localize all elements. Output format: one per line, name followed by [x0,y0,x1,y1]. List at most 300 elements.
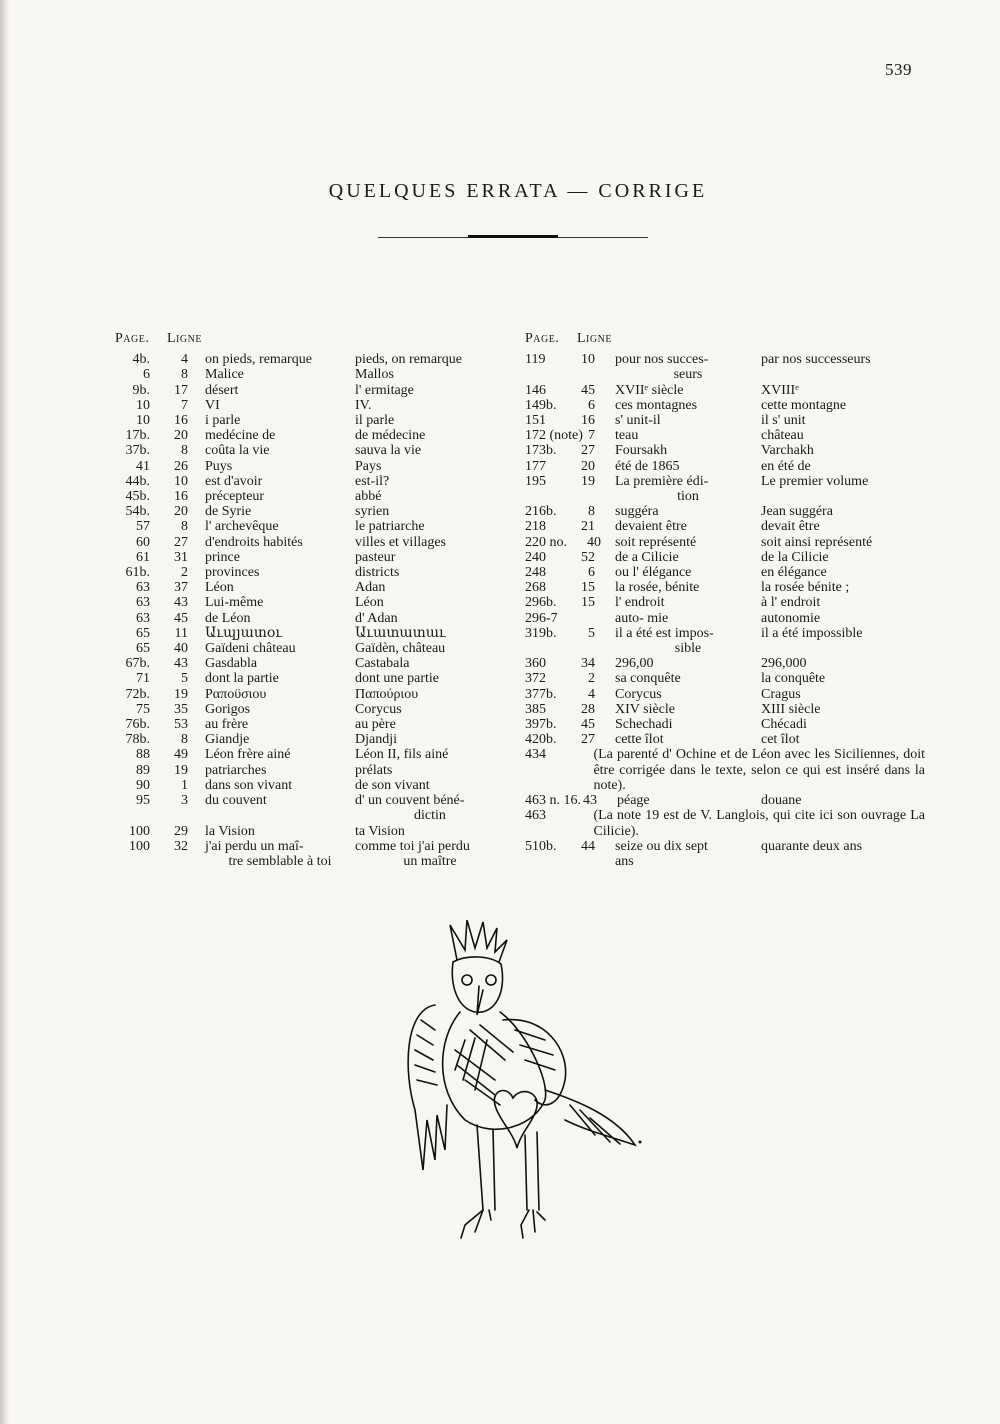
row-error [205,535,355,550]
row-correction-text: château [761,428,804,444]
errata-row [115,367,515,382]
row-page: 463 [525,808,546,824]
row-page: 95 [136,793,150,809]
row-page: 296b. [525,595,557,611]
row-correction [761,656,911,671]
row-error [205,687,355,702]
row-error [615,535,761,550]
row-line: 34 [581,656,595,672]
row-page: 45b. [125,489,150,505]
row-error-text: Schechadi [615,717,673,733]
row-line: 6 [588,397,595,413]
row-page: 75 [136,701,150,717]
errata-row [115,413,515,428]
errata-row [525,611,925,626]
row-error-text: on pieds, remarque [205,352,312,368]
bird-drawing [395,920,655,1250]
row-correction [355,641,505,656]
row-error-text: devaient être [615,519,687,535]
errata-row [525,626,925,656]
row-page: 420b. [525,732,557,748]
row-error [205,671,355,686]
row-error-text: pour nos succes- [615,352,709,368]
row-correction-text: Djandji [355,732,397,748]
errata-row [115,383,515,398]
row-page: 10 [136,413,150,429]
row-error [205,839,355,869]
row-line: 4 [181,352,188,368]
row-line: 28 [581,701,595,717]
row-correction [355,474,505,489]
header-line: Ligne [577,331,612,346]
row-line: 4 [588,686,595,702]
row-error [205,352,355,367]
errata-row [525,428,925,443]
row-page: 65 [136,641,150,657]
row-correction-text: en élégance [761,565,827,581]
row-error-text: soit représenté [615,534,697,550]
row-error [615,732,761,747]
row-error-text: précepteur [205,489,265,505]
row-error-text: dont la partie [205,671,279,687]
row-correction [761,428,911,443]
row-error [205,489,355,504]
errata-left-column [115,331,515,869]
title-rule-accent [468,235,558,238]
row-line: 40 [174,641,188,657]
errata-row [525,535,925,550]
row-correction-text: par nos successeurs [761,352,871,368]
row-error-text: Léon frère ainé [205,747,291,763]
row-correction-text: ta Vision [355,823,405,839]
row-error-text: du couvent [205,793,267,809]
row-correction-text: XIII siècle [761,701,821,717]
row-error [615,626,761,656]
row-correction: douane [761,793,802,809]
row-page: 146 [525,382,546,398]
row-error-text: provinces [205,565,260,581]
row-correction-text: 296,000 [761,656,807,672]
row-line: 11 [174,625,188,641]
row-page: 76b. [125,717,150,733]
row-correction-text: dont une partie [355,671,439,687]
row-line: 29 [174,823,188,839]
row-correction-text: sauva la vie [355,443,422,459]
errata-right-column [525,331,925,869]
row-error [205,428,355,443]
row-error [205,519,355,534]
row-error-text: seize ou dix sept [615,838,708,854]
errata-row [115,732,515,747]
row-page: 100 [129,823,150,839]
errata-row [115,671,515,686]
row-correction [355,550,505,565]
row-error-text: Ραποϋσιου [205,686,267,702]
row-correction [355,671,505,686]
row-page: 63 [136,580,150,596]
row-correction [355,656,505,671]
row-line: 19 [174,686,188,702]
row-line: 7 [588,428,595,444]
row-correction-text: districts [355,565,400,581]
row-line: 20 [174,504,188,520]
row-correction [355,413,505,428]
errata-row [525,580,925,595]
row-line: 17 [174,382,188,398]
row-error-text: suggéra [615,504,659,520]
row-line: 3 [181,793,188,809]
errata-row [525,839,925,869]
row-line: 27 [174,534,188,550]
errata-row [115,565,515,580]
row-line: 53 [174,717,188,733]
row-line: 6 [588,565,595,581]
row-error-text: Gaïdeni château [205,641,296,657]
errata-row [115,656,515,671]
row-page: 195 [525,473,546,489]
row-error-text: La première édi- [615,473,709,489]
row-correction [355,383,505,398]
row-correction-text: de son vivant [355,777,430,793]
row-error-continued: tre semblable à toi [228,853,332,869]
row-error-continued: ans [615,853,634,869]
row-correction [355,580,505,595]
row-page: 60 [136,534,150,550]
errata-row [525,383,925,398]
row-page: 63 [136,595,150,611]
row-correction [761,565,911,580]
row-correction-text: prélats [355,762,393,778]
row-correction [355,535,505,550]
row-page: 4b. [132,352,150,368]
row-correction-text: syrien [355,504,390,520]
row-correction-text: comme toi j'ai perdu [355,838,470,854]
right-column-header [525,331,925,346]
row-line: 7 [181,397,188,413]
row-error-text: Puys [205,458,233,474]
row-error-continued: seurs [673,367,703,383]
row-correction [355,459,505,474]
errata-row [115,778,515,793]
row-error [205,413,355,428]
row-error [615,565,761,580]
row-line: 45 [174,610,188,626]
row-correction [355,763,505,778]
left-rows [115,352,515,869]
row-correction [355,778,505,793]
row-correction-text: la rosée bénite ; [761,580,850,596]
row-page: 248 [525,565,546,581]
errata-row [525,732,925,747]
errata-row [525,443,925,458]
row-correction-continued: dictin [414,808,446,824]
row-error-text: XIV siècle [615,701,675,717]
row-line: 8 [181,367,188,383]
row-correction [761,474,911,489]
row-page: 360 [525,656,546,672]
row-error [615,717,761,732]
row-correction [355,443,505,458]
row-error-continued: tion [677,489,699,505]
errata-row [115,352,515,367]
row-correction [761,550,911,565]
row-error-text: dans son vivant [205,777,293,793]
row-error [615,474,761,504]
errata-note-463 [525,808,925,838]
row-line: 44 [581,838,595,854]
row-correction [761,504,911,519]
row-page: 151 [525,413,546,429]
row-error-text: Foursakh [615,443,668,459]
row-correction [355,839,505,869]
row-page: 296-7 [525,610,558,626]
row-correction-text: Pays [355,458,382,474]
row-page: 216b. [525,504,557,520]
row-error [205,702,355,717]
row-correction-text: est-il? [355,473,390,489]
row-page: 10 [136,397,150,413]
row-error-text: de a Cilicie [615,549,679,565]
row-correction-text: il a été impossible [761,625,863,641]
row-line: 8 [181,732,188,748]
row-error-text: cette îlot [615,732,664,748]
row-correction-text: Mallos [355,367,394,383]
row-error-text: Léon [205,580,234,596]
row-error-text: i parle [205,413,241,429]
row-error-text: au frère [205,717,249,733]
row-page: 54b. [125,504,150,520]
errata-row [525,352,925,382]
row-correction-text: il parle [355,413,395,429]
row-error-text: Lui-même [205,595,264,611]
row-correction [761,352,911,367]
row-line: 5 [588,625,595,641]
errata-row [115,580,515,595]
note-text: (La note 19 est de V. Langlois, qui cite ici son ouvrage La Cilicie). [593,808,925,839]
row-correction-text: de médecine [355,428,426,444]
row-correction-text: cet îlot [761,732,800,748]
row-correction [355,793,505,823]
row-error [205,443,355,458]
row-correction [355,824,505,839]
errata-row [115,641,515,656]
errata-row [525,550,925,565]
row-page: 319b. [525,625,557,641]
errata-row [525,565,925,580]
errata-row [115,824,515,839]
errata-row [525,413,925,428]
row-correction [761,702,911,717]
row-correction-text: Adan [355,580,386,596]
row-correction [761,671,911,686]
row-error [615,459,761,474]
row-correction-text: Castabala [355,656,410,672]
row-error [205,580,355,595]
row-page: 397b. [525,717,557,733]
errata-row [115,611,515,626]
row-line: 16 [174,489,188,505]
row-error-text: ou l' élégance [615,565,692,581]
row-page: 65 [136,625,150,641]
row-page: 63 [136,610,150,626]
row-correction [761,443,911,458]
row-page: 71 [136,671,150,687]
row-correction-text: le patriarche [355,519,425,535]
row-error-text: Giandje [205,732,250,748]
row-error: péage [617,793,650,809]
row-line: 40 [587,534,601,550]
row-error-text: XVIIᵉ siècle [615,382,684,398]
row-error [205,611,355,626]
row-page: 37b. [125,443,150,459]
row-page: 67b. [125,656,150,672]
row-error-text: l' endroit [615,595,665,611]
row-error [615,671,761,686]
row-correction-text: la conquête [761,671,826,687]
row-error [205,367,355,382]
row-line: 10 [174,473,188,489]
row-error [615,611,761,626]
row-error-text: prince [205,549,240,565]
row-line: 2 [181,565,188,581]
row-page: 41 [136,458,150,474]
row-correction [761,383,911,398]
row-page: 72b. [125,686,150,702]
row-line: 49 [174,747,188,763]
row-error-text: j'ai perdu un maî- [205,838,304,854]
row-correction [761,732,911,747]
row-correction-text: en été de [761,458,811,474]
row-correction [761,398,911,413]
errata-row [525,671,925,686]
errata-row [115,793,515,823]
row-correction-text: devait être [761,519,820,535]
row-correction-text: autonomie [761,610,821,626]
row-page: 57 [136,519,150,535]
row-error-text: auto- mie [615,610,669,626]
row-correction-continued: un maître [403,853,457,869]
row-error-text: il a été est impos- [615,625,714,641]
row-line: 15 [581,580,595,596]
row-line: 31 [174,549,188,565]
row-page: 173b. [525,443,557,459]
errata-row [115,702,515,717]
row-page: 172 (note) [525,428,583,444]
row-line: 19 [174,762,188,778]
errata-row [115,489,515,504]
row-correction-text: Léon II, fils ainé [355,747,449,763]
row-correction-text: Corycus [355,701,402,717]
errata-row [525,398,925,413]
row-page: 78b. [125,732,150,748]
row-correction [355,519,505,534]
row-error [615,687,761,702]
row-correction-text: d' Adan [355,610,398,626]
row-error [615,504,761,519]
row-correction-text: à l' endroit [761,595,821,611]
note-text: (La parenté d' Ochine et de Léon avec les Siciliennes, doit être corrigée dans le texte, selon ce qui est inséré dans la note). [593,747,925,793]
row-correction [761,519,911,534]
errata-row [525,793,925,808]
row-correction-text: d' un couvent béné- [355,793,465,809]
row-error [205,747,355,762]
row-page: 61b. [125,565,150,581]
row-page: 372 [525,671,546,687]
row-error [205,626,355,641]
errata-row [115,504,515,519]
row-correction [761,717,911,732]
row-error [205,763,355,778]
errata-row [525,595,925,610]
row-error [205,656,355,671]
row-line: 15 [581,595,595,611]
row-error-text: Աւպյատօւ [205,625,283,641]
row-correction [355,398,505,413]
left-column-header [115,331,515,346]
row-page: 9b. [132,382,150,398]
errata-row [525,519,925,534]
row-error [205,383,355,398]
row-line: 5 [181,671,188,687]
errata-row [115,443,515,458]
row-line: 35 [174,701,188,717]
row-error-text: Gasdabla [205,656,258,672]
errata-row [115,747,515,762]
row-line: 10 [581,352,595,368]
row-correction-text: Varchakh [761,443,814,459]
row-error [205,398,355,413]
row-correction [355,428,505,443]
row-correction [761,413,911,428]
row-error-text: teau [615,428,639,444]
row-page: 44b. [125,473,150,489]
row-correction [355,352,505,367]
row-error [205,565,355,580]
row-error-text: d'endroits habités [205,534,303,550]
row-correction-text: il s' unit [761,413,806,429]
row-error [615,702,761,717]
row-line: 52 [581,549,595,565]
row-error [205,459,355,474]
row-error-text: VI [205,397,220,413]
row-correction [761,595,911,610]
row-correction-text: Léon [355,595,384,611]
row-error-text: de Syrie [205,504,252,520]
row-line: 27 [581,443,595,459]
row-line: 32 [174,838,188,854]
row-error [615,428,761,443]
row-correction-text: de la Cilicie [761,549,829,565]
row-correction [761,611,911,626]
row-page: 61 [136,549,150,565]
row-correction-text: pasteur [355,549,396,565]
row-error [615,383,761,398]
row-line: 19 [581,473,595,489]
row-line: 27 [581,732,595,748]
errata-row [525,717,925,732]
row-correction-text: abbé [355,489,382,505]
row-correction [355,504,505,519]
row-error-text: été de 1865 [615,458,680,474]
row-error [205,778,355,793]
row-error-continued: sible [674,641,702,657]
row-page: 100 [129,838,150,854]
row-page: 119 [525,352,546,368]
row-error [615,519,761,534]
row-correction [355,489,505,504]
row-line: 8 [588,504,595,520]
row-correction-text: Jean suggéra [761,504,833,520]
